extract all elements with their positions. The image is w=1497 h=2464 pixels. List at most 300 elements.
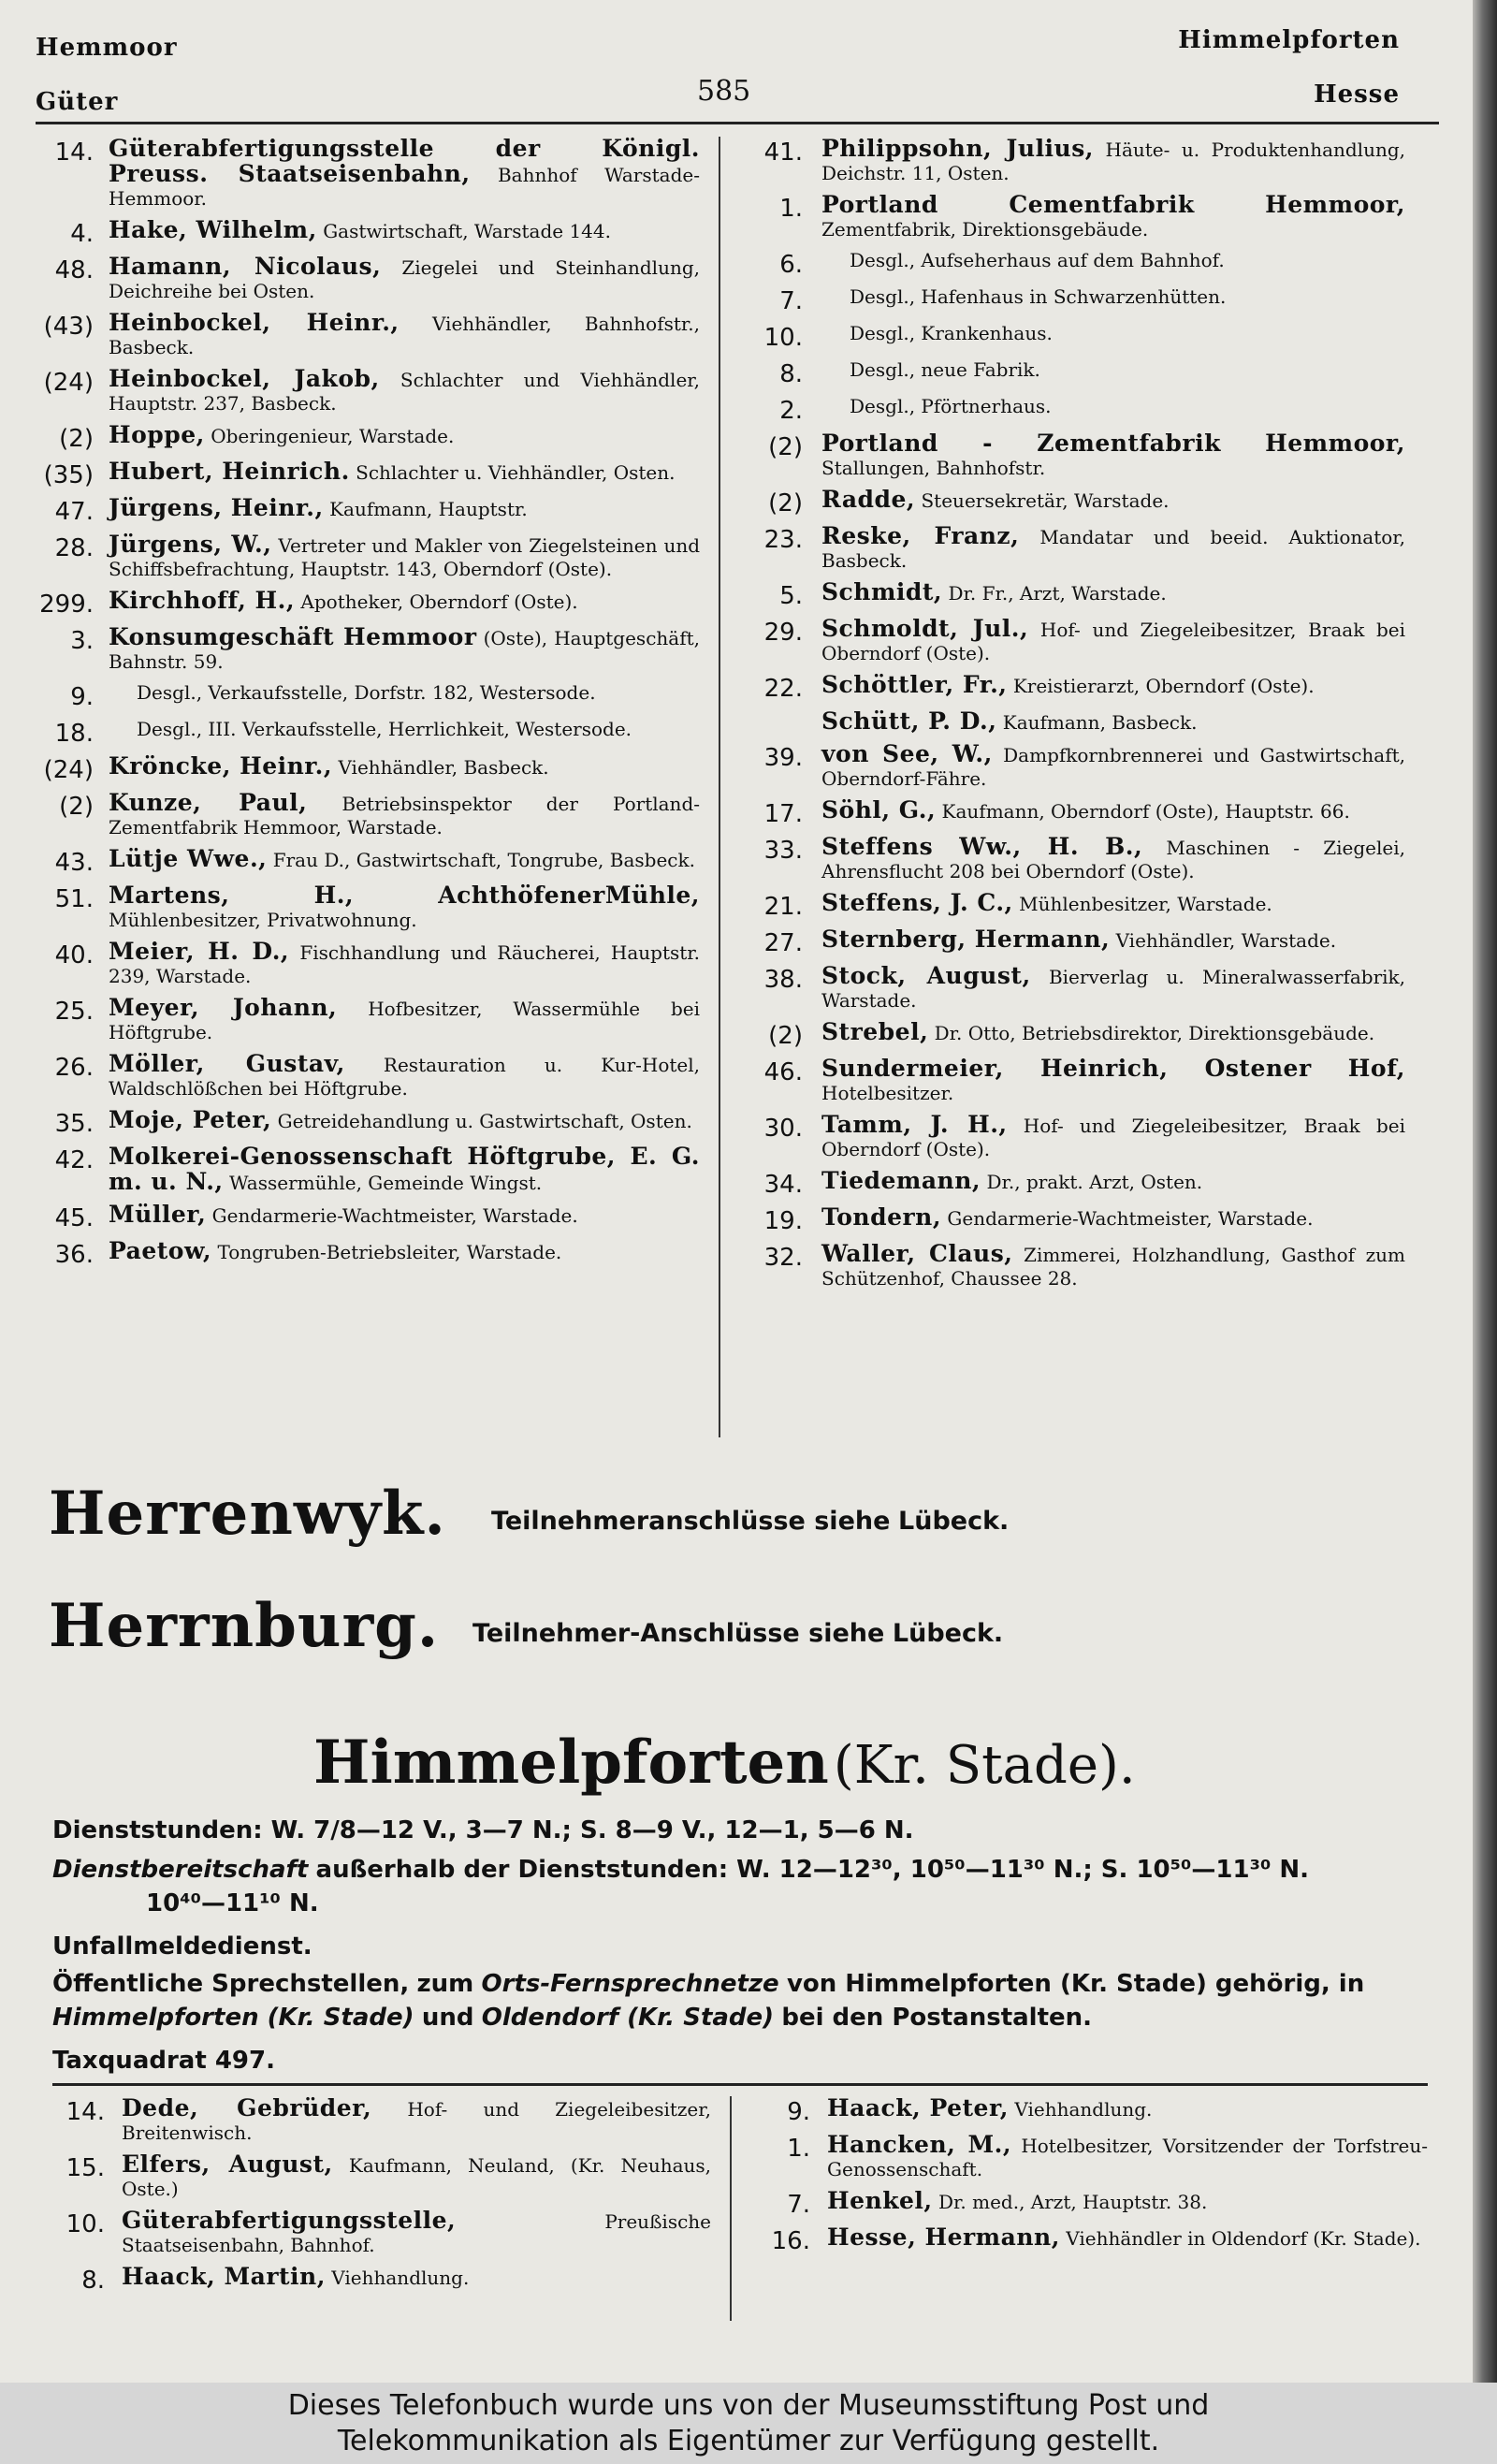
entry-detail: Zementfabrik, Direktionsgebäude. (821, 218, 1149, 241)
directory-entry (739, 927, 1405, 956)
entry-body (109, 218, 700, 247)
sprechstellen (52, 1967, 1437, 2034)
entry-detail: Hofbesitzer, Wassermühle bei Höftgrube. (109, 998, 700, 1043)
directory-entry (36, 754, 700, 783)
entry-name: Portland Cementfabrik Hemmoor, (821, 191, 1405, 218)
entry-name: Hoppe, (109, 421, 205, 448)
entry-number: 41. (763, 139, 803, 167)
directory-entry (36, 1145, 700, 1195)
entry-detail: Bierverlag u. Mineralwasserfabrik, Warstade. (821, 966, 1406, 1012)
entry-detail: Viehhändler, Warstade. (1115, 929, 1337, 952)
taxquadrat-text: Taxquadrat 497. (52, 2047, 275, 2075)
footer-notice (0, 2383, 1497, 2464)
entry-detail: Tongruben-Betriebsleiter, Warstade. (217, 1241, 562, 1263)
entry-number: (2) (59, 425, 94, 453)
entry-body (821, 358, 1405, 387)
entry-name: Sternberg, Hermann, (821, 926, 1111, 953)
entry-number: 46. (763, 1058, 803, 1086)
entry-number: (2) (768, 489, 803, 518)
entry-body (122, 2096, 711, 2145)
entry-body (821, 193, 1405, 241)
directory-entry (36, 1108, 700, 1137)
entry-number: 8. (81, 2267, 105, 2295)
herrenwyk-title: Herrenwyk. (49, 1479, 446, 1549)
entry-name: Güterabfertigungsstelle, (122, 2207, 457, 2234)
entry-body (821, 1242, 1405, 1290)
directory-entry (52, 2265, 711, 2294)
entry-body (821, 709, 1405, 735)
directory-entry (739, 617, 1405, 665)
entry-number: 47. (54, 498, 94, 526)
entry-number: 40. (54, 941, 94, 970)
entry-number: 9. (787, 2098, 810, 2126)
directory-entry (36, 589, 700, 618)
entry-number: (43) (43, 313, 94, 341)
directory-entry (739, 193, 1405, 241)
entry-number (739, 709, 803, 735)
entry-number: 34. (763, 1171, 803, 1199)
entry-number: 18. (54, 720, 94, 748)
entry-detail: Steuersekretär, Warstade. (921, 489, 1170, 512)
entry-body (827, 2133, 1428, 2181)
entry-name: Schütt, P. D., (821, 707, 997, 735)
entry-number: 3. (70, 627, 94, 655)
entry-body (109, 1108, 700, 1137)
entry-number: 33. (763, 837, 803, 865)
entry-detail: Mühlenbesitzer, Privatwohnung. (109, 909, 417, 931)
entry-name: Haack, Martin, (122, 2263, 326, 2290)
entry-body (109, 367, 700, 416)
directory-entry (36, 847, 700, 876)
directory-entry (36, 996, 700, 1044)
entry-number: 35. (54, 1110, 94, 1138)
entry-number: 14. (54, 139, 94, 167)
entry-body (821, 395, 1405, 424)
entry-detail: Viehhändler in Oldendorf (Kr. Stade). (1066, 2227, 1421, 2250)
entry-detail: Desgl., neue Fabrik. (850, 358, 1040, 381)
entry-name: Tondern, (821, 1203, 942, 1231)
entry-body (821, 798, 1405, 827)
directory-entry (739, 709, 1405, 735)
sprechstellen-5: Himmelpforten (Kr. Stade) (52, 2004, 414, 2032)
entry-body (109, 255, 700, 303)
entry-name: Müller, (109, 1201, 207, 1228)
entry-detail: Mandatar und beeid. Auktionator, Basbeck. (821, 526, 1405, 572)
entry-detail: Fischhandlung und Räucherei, Hauptstr. 239, Warstade. (109, 941, 700, 987)
directory-entry (739, 137, 1405, 185)
directory-entry (739, 742, 1405, 791)
directory-entry (36, 791, 700, 839)
entry-body (109, 996, 700, 1044)
entry-body (821, 524, 1405, 573)
entry-number: 1. (787, 2135, 810, 2163)
entry-body (821, 249, 1405, 278)
entry-name: Hancken, M., (827, 2131, 1012, 2158)
directory-entry (36, 311, 700, 359)
column-bottom-right (754, 2096, 1428, 2262)
dienstbereitschaft (52, 1853, 1437, 1920)
entry-body (821, 137, 1405, 185)
entry-number: 27. (763, 929, 803, 957)
entry-name: Heinbockel, Heinr., (109, 309, 400, 336)
entry-name: Tamm, J. H., (821, 1111, 1008, 1138)
entry-number: 7. (787, 2191, 810, 2219)
entry-number: 7. (779, 287, 803, 315)
entry-detail: Gastwirtschaft, Warstade 144. (323, 220, 611, 242)
entry-number: 9. (70, 683, 94, 711)
entry-body (827, 2225, 1428, 2254)
directory-entry (36, 218, 700, 247)
directory-entry (36, 1052, 700, 1101)
entry-body (821, 1205, 1405, 1234)
entry-detail: Wassermühle, Gemeinde Wingst. (228, 1172, 543, 1194)
entry-number: 16. (771, 2227, 810, 2255)
directory-entry (739, 964, 1405, 1013)
entry-number: 299. (39, 590, 94, 619)
entry-name: Möller, Gustav, (109, 1050, 345, 1077)
himmelpforten-subtitle: (Kr. Stade). (833, 1735, 1136, 1796)
directory-entry (739, 1113, 1405, 1161)
entry-number: 23. (763, 526, 803, 554)
entry-number: 28. (54, 534, 94, 562)
directory-entry (739, 285, 1405, 314)
entry-name: Konsumgeschäft Hemmoor (109, 623, 477, 650)
entry-name: Heinbockel, Jakob, (109, 365, 380, 392)
himmelpforten-rule (52, 2083, 1428, 2086)
directory-entry (739, 1020, 1405, 1049)
directory-entry (36, 681, 700, 710)
column-top-left (36, 137, 700, 1276)
dienststunden-text: Dienststunden: W. 7/8—12 V., 3—7 N.; S. 8—9 V., 12—1, 5—6 N. (52, 1816, 914, 1844)
herrnburg-note (472, 1619, 1003, 1648)
directory-entry (36, 367, 700, 416)
entry-name: Schmidt, (821, 578, 943, 605)
dienstbereitschaft-label: Dienstbereitschaft (52, 1856, 309, 1884)
entry-body (122, 2209, 711, 2257)
directory-entry (754, 2189, 1428, 2218)
entry-name: Paetow, (109, 1237, 212, 1264)
entry-detail: Stallungen, Bahnhofstr. (821, 457, 1046, 479)
entry-number: 19. (763, 1207, 803, 1235)
directory-entry (739, 524, 1405, 573)
entry-name: Steffens Ww., H. B., (821, 833, 1143, 860)
footer-line-1: Dieses Telefonbuch wurde uns von der Museumsstiftung Post und (287, 2389, 1210, 2422)
entry-detail: Kreistierarzt, Oberndorf (Oste). (1012, 675, 1315, 697)
entry-name: Elfers, August, (122, 2151, 333, 2178)
entry-name: Portland - Zementfabrik Hemmoor, (821, 430, 1405, 457)
entry-body (821, 835, 1405, 883)
directory-entry (36, 532, 700, 581)
entry-detail: Desgl., III. Verkaufsstelle, Herrlichkeit, Westersode. (137, 718, 632, 740)
entry-detail: Zimmerei, Holzhandlung, Gasthof zum Schützenhof, Chaussee 28. (821, 1244, 1406, 1290)
entry-body (109, 625, 700, 674)
entry-detail: Dampfkornbrennerei und Gastwirtschaft, Oberndorf-Fähre. (821, 744, 1406, 790)
herrenwyk-note-place: Lübeck. (898, 1507, 1010, 1536)
entry-number: (2) (768, 433, 803, 461)
entry-body (109, 137, 700, 211)
entry-number: 25. (54, 998, 94, 1026)
entry-name: Reske, Franz, (821, 522, 1020, 549)
header-right-top: Himmelpforten (1178, 26, 1400, 54)
entry-name: Moje, Peter, (109, 1106, 272, 1133)
entry-number: 32. (763, 1244, 803, 1272)
entry-name: Lütje Wwe., (109, 845, 268, 872)
column-top-right (739, 137, 1405, 1298)
entry-name: Jürgens, Heinr., (109, 494, 324, 521)
entry-number: (35) (43, 461, 94, 489)
entry-number: 29. (763, 619, 803, 647)
sprechstellen-7: Oldendorf (Kr. Stade) (481, 2004, 775, 2032)
entry-name: Güterabfertigungsstelle der Königl. Preuss. Staatseisenbahn, (109, 135, 700, 187)
page-number: 585 (697, 75, 751, 108)
header-rule (36, 122, 1439, 124)
entry-name: Haack, Peter, (827, 2094, 1010, 2121)
entry-detail: Häute- u. Produktenhandlung, Deichstr. 11, Osten. (821, 139, 1405, 184)
entry-name: Henkel, (827, 2187, 933, 2214)
entry-detail: Ziegelei und Steinhandlung, Deichreihe bei Osten. (109, 256, 700, 302)
unfallmeldedienst-text: Unfallmeldedienst. (52, 1932, 312, 1961)
entry-body (109, 940, 700, 988)
entry-body (821, 1169, 1405, 1198)
entry-number: 2. (779, 397, 803, 425)
herrnburg-note-place: Lübeck. (892, 1619, 1004, 1648)
page-edge (1473, 0, 1497, 2383)
entry-body (122, 2152, 711, 2201)
directory-entry (52, 2209, 711, 2257)
entry-name: Hake, Wilhelm, (109, 216, 317, 243)
entry-body (109, 1145, 700, 1195)
directory-entry (739, 249, 1405, 278)
directory-entry (52, 2096, 711, 2145)
entry-detail: Bahnhof Warstade-Hemmoor. (109, 164, 700, 210)
entry-name: Jürgens, W., (109, 531, 272, 558)
entry-detail: Getreidehandlung u. Gastwirtschaft, Osten. (277, 1110, 692, 1132)
entry-name: Schöttler, Fr., (821, 671, 1008, 698)
directory-entry (36, 459, 700, 488)
entry-detail: Hof- und Ziegeleibesitzer, Braak bei Oberndorf (Oste). (821, 619, 1406, 664)
entry-body (821, 580, 1405, 609)
entry-body (109, 791, 700, 839)
directory-entry (739, 673, 1405, 702)
entry-body (109, 496, 700, 525)
entry-body (109, 754, 700, 783)
entry-body (821, 488, 1405, 517)
directory-entry (36, 255, 700, 303)
directory-entry (739, 322, 1405, 351)
entry-name: Kröncke, Heinr., (109, 752, 333, 780)
entry-number: 43. (54, 849, 94, 877)
entry-name: Philippsohn, Julius, (821, 135, 1095, 162)
header-left-top: Hemmoor (36, 34, 178, 62)
entry-body (122, 2265, 711, 2294)
entry-detail: Hotelbesitzer, Vorsitzender der Torfstreu-Genossenschaft. (827, 2135, 1428, 2180)
entry-number: 17. (763, 800, 803, 828)
entry-detail: Preußische Staatseisenbahn, Bahnhof. (122, 2210, 711, 2256)
entry-detail: Kaufmann, Basbeck. (1002, 711, 1198, 734)
entry-name: Schmoldt, Jul., (821, 615, 1029, 642)
entry-detail: Gendarmerie-Wachtmeister, Warstade. (947, 1207, 1314, 1230)
directory-entry (739, 580, 1405, 609)
directory-entry (739, 358, 1405, 387)
entry-detail: Desgl., Pförtnerhaus. (850, 395, 1052, 417)
entry-name: Dede, Gebrüder, (122, 2094, 372, 2121)
entry-body (827, 2096, 1428, 2125)
header-left-bottom: Güter (36, 88, 119, 116)
herrnburg-note-pre: Teilnehmer-Anschlüsse siehe (472, 1619, 885, 1648)
entry-number: 26. (54, 1054, 94, 1082)
sprechstellen-3: Orts-Fernsprechnetze (481, 1970, 779, 1998)
entry-number: 48. (54, 256, 94, 284)
sprechstellen-1: Öffentliche Sprechstellen, (52, 1970, 410, 1998)
entry-detail: Dr. med., Arzt, Hauptstr. 38. (938, 2191, 1208, 2213)
herrenwyk-note-pre: Teilnehmeranschlüsse siehe (491, 1507, 891, 1536)
entry-number: 4. (70, 220, 94, 248)
herrenwyk-note (491, 1507, 1009, 1536)
entry-number: 8. (779, 360, 803, 388)
entry-detail: Hotelbesitzer. (821, 1082, 954, 1104)
entry-body (821, 1057, 1405, 1105)
directory-entry (739, 395, 1405, 424)
entry-name: Hamann, Nicolaus, (109, 253, 382, 280)
entry-body (821, 322, 1405, 351)
footer-line-2: Telekommunikation als Eigentümer zur Verfügung gestellt. (337, 2425, 1160, 2457)
entry-name: Strebel, (821, 1018, 929, 1045)
directory-entry (36, 137, 700, 211)
entry-detail: Dr., prakt. Arzt, Osten. (986, 1171, 1203, 1193)
entry-detail: Hof- und Ziegeleibesitzer, Breitenwisch. (122, 2098, 711, 2144)
entry-body (109, 589, 700, 618)
directory-entry (739, 1242, 1405, 1290)
directory-entry (36, 883, 700, 932)
directory-entry (36, 423, 700, 452)
directory-entry (739, 1169, 1405, 1198)
entry-detail: Betriebsinspektor der Portland-Zementfabrik Hemmoor, Warstade. (109, 793, 700, 838)
entry-name: Stock, August, (821, 962, 1031, 989)
entry-body (821, 927, 1405, 956)
entry-number: 5. (779, 582, 803, 610)
entry-detail: Desgl., Verkaufsstelle, Dorfstr. 182, Westersode. (137, 681, 596, 704)
entry-name: Hesse, Hermann, (827, 2223, 1060, 2251)
entry-detail: Kaufmann, Oberndorf (Oste), Hauptstr. 66. (941, 800, 1350, 823)
header-right-bottom: Hesse (1314, 80, 1400, 109)
directory-entry (36, 496, 700, 525)
directory-entry (739, 431, 1405, 480)
entry-number: 15. (65, 2154, 105, 2182)
himmelpforten-title: Himmelpforten (313, 1728, 829, 1798)
entry-number: 1. (779, 195, 803, 223)
entry-detail: Desgl., Hafenhaus in Schwarzenhütten. (850, 285, 1227, 308)
sprechstellen-2: zum (416, 1970, 474, 1998)
entry-detail: Vertreter und Makler von Ziegelsteinen und Schiffsbefrachtung, Hauptstr. 143, Oberndorf (Oste). (109, 534, 701, 580)
directory-entry (754, 2133, 1428, 2181)
entry-detail: Schlachter und Viehhändler, Hauptstr. 237, Basbeck. (109, 369, 701, 415)
entry-detail: Dr. Fr., Arzt, Warstade. (948, 582, 1167, 605)
entry-body (821, 1113, 1405, 1161)
entry-body (821, 673, 1405, 702)
directory-entry (36, 625, 700, 674)
entry-detail: Maschinen - Ziegelei, Ahrensflucht 208 bei Oberndorf (Oste). (821, 837, 1406, 882)
entry-name: Molkerei-Genossenschaft Höftgrube, E. G. m. u. N., (109, 1143, 700, 1195)
entry-detail: Desgl., Krankenhaus. (850, 322, 1053, 344)
entry-body (821, 742, 1405, 791)
entry-number: 14. (65, 2098, 105, 2126)
entry-body (109, 1203, 700, 1232)
entry-detail: Viehhändler, Bahnhofstr., Basbeck. (109, 313, 700, 358)
sprechstellen-8: bei den Postanstalten. (781, 2004, 1093, 2032)
entry-body (109, 718, 700, 747)
directory-entry (36, 718, 700, 747)
sprechstellen-6: und (421, 2004, 474, 2032)
entry-detail: (Oste), Hauptgeschäft, Bahnstr. 59. (109, 627, 700, 673)
entry-number: 10. (65, 2210, 105, 2238)
entry-number: 6. (779, 251, 803, 279)
entry-number: 45. (54, 1204, 94, 1232)
entry-body (821, 891, 1405, 920)
dienstbereitschaft-text2: 10⁴⁰—11¹⁰ N. (146, 1889, 319, 1917)
entry-detail: Oberingenieur, Warstade. (211, 425, 455, 447)
entry-body (109, 459, 700, 488)
directory-entry (754, 2096, 1428, 2125)
directory-entry (754, 2225, 1428, 2254)
directory-entry (36, 1203, 700, 1232)
entry-name: von See, W., (821, 740, 993, 767)
entry-number: (2) (59, 793, 94, 821)
entry-name: Radde, (821, 486, 916, 513)
entry-number: 39. (763, 744, 803, 772)
entry-body (821, 617, 1405, 665)
entry-name: Steffens, J. C., (821, 889, 1013, 916)
entry-detail: Restauration u. Kur-Hotel, Waldschlößchen bei Höftgrube. (109, 1054, 701, 1100)
himmelpforten-heading (313, 1728, 1136, 1798)
entry-detail: Desgl., Aufseherhaus auf dem Bahnhof. (850, 249, 1225, 271)
entry-name: Tiedemann, (821, 1167, 981, 1194)
entry-number: (2) (768, 1022, 803, 1050)
entry-body (827, 2189, 1428, 2218)
entry-number: 42. (54, 1146, 94, 1174)
entry-detail: Hof- und Ziegeleibesitzer, Braak bei Oberndorf (Oste). (821, 1115, 1405, 1160)
entry-name: Meyer, Johann, (109, 994, 338, 1021)
entry-body (821, 285, 1405, 314)
column-bottom-left (52, 2096, 711, 2301)
column-divider-top (719, 137, 720, 1437)
entry-number: 21. (763, 893, 803, 921)
dienststunden (52, 1814, 1437, 1847)
entry-detail: Dr. Otto, Betriebsdirektor, Direktionsgebäude. (934, 1022, 1375, 1044)
column-divider-bottom (730, 2096, 732, 2321)
entry-name: Söhl, G., (821, 796, 937, 824)
entry-detail: Kaufmann, Hauptstr. (329, 498, 528, 520)
directory-entry (36, 940, 700, 988)
unfallmeldedienst (52, 1930, 1437, 1963)
entry-name: Martens, H., AchthöfenerMühle, (109, 882, 700, 909)
entry-body (109, 311, 700, 359)
directory-entry (739, 798, 1405, 827)
directory-entry (36, 1239, 700, 1268)
directory-entry (739, 835, 1405, 883)
herrnburg-title: Herrnburg. (49, 1591, 440, 1661)
entry-detail: Gendarmerie-Wachtmeister, Warstade. (211, 1204, 578, 1227)
entry-number: 38. (763, 966, 803, 994)
entry-body (109, 681, 700, 710)
entry-body (109, 847, 700, 876)
entry-name: Waller, Claus, (821, 1240, 1013, 1267)
taxquadrat (52, 2044, 1437, 2078)
entry-detail: Frau D., Gastwirtschaft, Tongrube, Basbeck. (272, 849, 695, 871)
entry-number: (24) (43, 756, 94, 784)
entry-name: Hubert, Heinrich. (109, 458, 350, 485)
entry-body (821, 431, 1405, 480)
entry-detail: Viehhandlung. (331, 2267, 470, 2289)
